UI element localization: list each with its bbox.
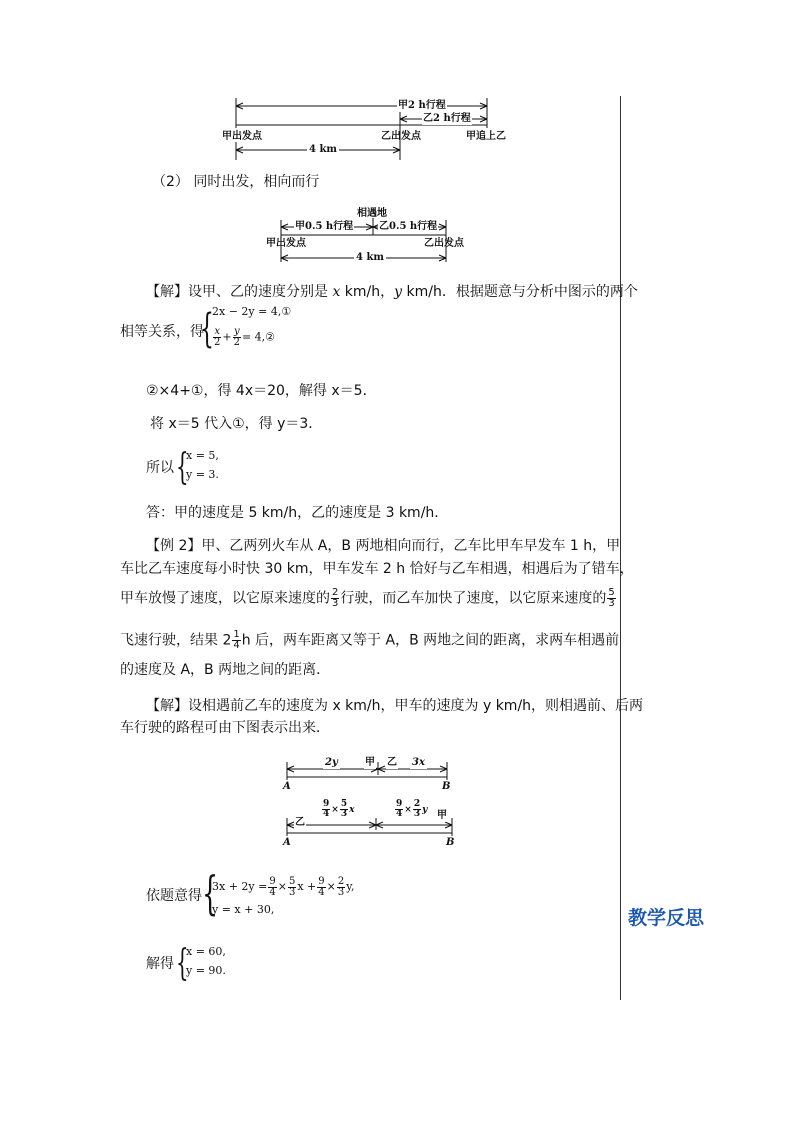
diagram-chase-distance: 4 km — [309, 144, 337, 155]
times-sign: × — [277, 880, 287, 893]
diagram-after-point-a: A — [283, 837, 291, 848]
var-y: y — [422, 805, 428, 815]
diagram-before-seg2 — [410, 757, 427, 769]
solution1-step1: ②×4+①，得 4x＝20，解得 x＝5． — [146, 383, 377, 399]
seg-label: 3x — [412, 757, 425, 768]
frac-den: 3 — [332, 598, 339, 609]
result-brace: { — [176, 447, 189, 488]
solution1-so: 所以 — [146, 460, 174, 476]
result2-y: y = 90. — [186, 964, 226, 977]
diagram-meet-point-b: 乙出发点 — [424, 238, 464, 249]
solution1-step2: 将 x＝5 代入①，得 y＝3． — [150, 416, 323, 432]
system2-eq1 — [212, 874, 354, 900]
frac-num: 9 — [269, 875, 276, 887]
example2-line5: 的速度及 A，B 两地之间的距离． — [120, 662, 331, 678]
unit-text: km/h， — [340, 284, 395, 300]
diagram-chase-point-b: 乙出发点 — [381, 131, 421, 142]
diagram-meet-place: 相遇地 — [357, 208, 387, 219]
diagram-after-right-expr — [393, 800, 428, 819]
var-x: x — [349, 805, 355, 815]
line-text: 行驶，而乙车加快了速度，以它原来速度的 — [340, 590, 607, 607]
diagram-after-point-b: B — [446, 837, 455, 848]
diagram-meet-distance: 4 km — [356, 252, 384, 263]
line-text: h 后，两车距离又等于 A，B 两地之间的距离，求两车相遇前 — [241, 632, 620, 649]
frac-den: 4 — [323, 809, 330, 819]
diagram-chase-sub-label: 乙2 h行程 — [423, 113, 471, 124]
frac-num: 9 — [396, 799, 403, 809]
diagram-meet-point-a: 甲出发点 — [266, 238, 306, 249]
frac-den: 3 — [288, 886, 296, 898]
result2-x: x = 60, — [186, 945, 226, 958]
times-sign: × — [326, 880, 336, 893]
diagram-before-jia: 甲 — [365, 757, 375, 768]
frac-num: 9 — [318, 875, 325, 887]
result1-x: x = 5, — [186, 449, 219, 462]
solution1-answer: 答：甲的速度是 5 km/h，乙的速度是 3 km/h． — [146, 505, 449, 521]
frac-den: 4 — [233, 640, 240, 651]
system2-eq2: y = x + 30, — [212, 903, 275, 916]
frac-den: 3 — [340, 809, 348, 819]
diagram-chase-top-label: 甲2 h行程 — [398, 100, 446, 111]
eq2-rest: = 4,② — [241, 330, 276, 344]
frac-num: 2 — [337, 875, 345, 887]
diagram-after-yi: 乙 — [295, 817, 305, 828]
frac-num: 2 — [332, 587, 339, 598]
result2-brace: { — [176, 943, 189, 984]
diagram-chase-point-c: 甲追上乙 — [466, 131, 506, 142]
frac-den: 2 — [233, 337, 240, 348]
diagram-chase-point-a: 甲出发点 — [222, 131, 262, 142]
unit-text: km/h．根据题意与分析中图示的两个 — [402, 284, 638, 300]
eq-part: 3x + 2y = — [212, 880, 268, 893]
seg-label: 2y — [325, 757, 338, 768]
solution2-line2: 车行驶的路程可由下图表示出来． — [120, 720, 330, 736]
example2-line2: 车比乙车速度每小时快 30 km，甲车发车 2 h 恰好与乙车相遇，相遇后为了错车， — [120, 561, 634, 577]
result1-y: y = 3. — [186, 468, 219, 481]
times-sign: × — [331, 805, 339, 815]
solution1-intro-text: 【解】设甲、乙的速度分别是 — [146, 284, 333, 300]
frac-den: 4 — [269, 886, 276, 898]
line-text: 甲车放慢了速度，以它原来速度的 — [120, 590, 330, 607]
system-brace: { — [200, 306, 214, 352]
system-eq1: 2x − 2y = 4,① — [212, 305, 292, 318]
var-x: x — [332, 284, 341, 300]
solution2-solve: 解得 — [146, 956, 174, 972]
teaching-reflection-label: 教学反思 — [628, 907, 705, 929]
frac-den: 4 — [318, 886, 325, 898]
frac-den: 4 — [396, 809, 403, 819]
frac-num: y — [233, 326, 240, 337]
diagram-before-yi: 乙 — [387, 757, 397, 768]
times-sign: × — [404, 805, 412, 815]
frac-num: x — [214, 326, 220, 337]
frac-den: 2 — [214, 337, 221, 348]
system2-brace: { — [202, 866, 219, 920]
frac-den: 3 — [608, 598, 615, 609]
frac-num: 5 — [608, 587, 615, 598]
solution2-lead: 依题意得 — [146, 888, 202, 904]
frac-num: 2 — [413, 799, 421, 809]
example2-line1: 【例 2】甲、乙两列火车从 A，B 两地相向而行，乙车比甲车早发车 1 h，甲 — [146, 538, 621, 554]
frac-num: 5 — [340, 799, 348, 809]
system-eq2: $\frac{x}{2}$ + $\frac{y}{2}$ = 4,② — [214, 326, 276, 348]
frac-den: 3 — [337, 886, 345, 898]
diagram-after-left-expr — [320, 800, 355, 819]
diagram-after-jia: 甲 — [437, 810, 447, 821]
solution2-line1: 【解】设相遇前乙车的速度为 x km/h，甲车的速度为 y km/h，则相遇前、后两 — [146, 698, 644, 714]
solution1-line2: 相等关系，得 — [120, 324, 204, 340]
line-text: 飞速行驶，结果 2 — [120, 632, 232, 649]
frac-num: 1 — [233, 629, 240, 640]
diagram-before-point-b: B — [442, 781, 451, 792]
eq-part: y, — [346, 880, 355, 893]
diagram-meet-right-label: 乙0.5 h行程 — [379, 221, 438, 232]
frac-den: 3 — [413, 809, 421, 819]
case-2-heading: （2） 同时出发，相向而行 — [152, 174, 320, 190]
frac-num: 5 — [288, 875, 296, 887]
var-y: y — [394, 284, 403, 300]
frac-num: 9 — [323, 799, 330, 809]
diagram-before-point-a: A — [283, 781, 291, 792]
diagram-before-seg1 — [323, 757, 340, 769]
eq-part: x + — [297, 880, 317, 893]
diagram-meet-left-label: 甲0.5 h行程 — [295, 221, 354, 232]
